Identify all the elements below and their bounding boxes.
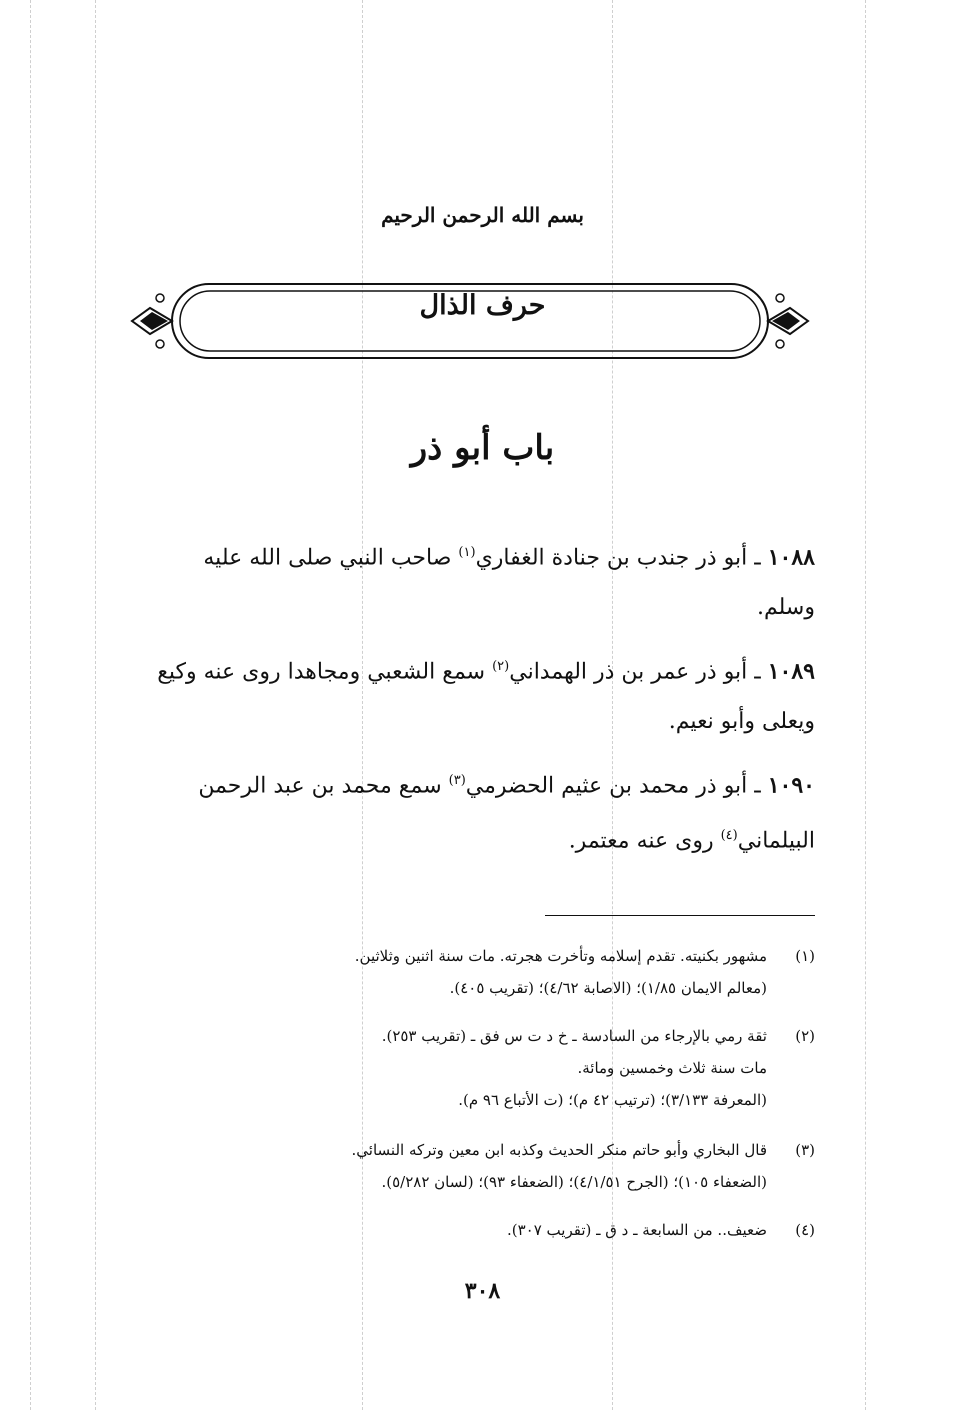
section-title: باب أبو ذر <box>410 428 555 468</box>
entry-1089 <box>125 642 815 747</box>
entry-number: ١٠٨٨ <box>767 544 815 571</box>
footnote-text: ثقة رمي بالإرجاء من السادسة ـ خ د ت س فق ـ (تقريب ٢٥٣). <box>381 1027 767 1045</box>
footnote-ref: (١) <box>458 545 476 560</box>
footnote-ref: (٢) <box>492 659 510 674</box>
footnote-text: مات سنة ثلاث وخمسين ومائة. <box>577 1059 767 1077</box>
footnote-text: قال البخاري وأبو حاتم منكر الحديث وكذبه ابن معين وتركه النسائي. <box>351 1141 767 1159</box>
entry-text: ـ أبو ذر جندب بن جنادة الغفاري <box>475 545 761 571</box>
basmala: بسم الله الرحمن الرحيم <box>381 203 584 227</box>
footnote-2 <box>155 1020 815 1116</box>
entry-number: ١٠٨٩ <box>767 658 815 685</box>
entry-text: صاحب النبي صلى الله عليه <box>203 545 459 571</box>
footnote-mark: (١) <box>795 947 815 965</box>
page-number: ٣٠٨ <box>464 1278 501 1304</box>
entry-text: ويعلى وأبو نعيم. <box>668 709 815 735</box>
entry-1090 <box>125 756 815 867</box>
footnote-ref: (٣) <box>448 773 466 788</box>
footnote-mark: (٣) <box>795 1141 815 1159</box>
footnote-mark: (٢) <box>795 1027 815 1045</box>
chapter-title: حرف الذال <box>419 290 546 321</box>
footnote-text: (المعرفة ٣/١٣٣)؛ (ترتيب ٤٢ م)؛ (ت الأتباع ٩٦ م). <box>458 1091 767 1109</box>
footnote-text: (معالم الايمان ١/٨٥)؛ (الاصابة ٤/٦٢)؛ (تقريب ٤٠٥). <box>449 979 767 997</box>
footnote-1 <box>155 940 815 1004</box>
footnote-text: ضعيف.. من السابعة ـ د ق ـ (تقريب ٣٠٧). <box>506 1221 767 1239</box>
footnote-text: (الضعفاء ١٠٥)؛ (الجرح ٤/١/٥١)؛ (الضعفاء ٩٣)؛ (لسان ٥/٢٨٢). <box>381 1173 767 1191</box>
entry-text: سمع محمد بن عبد الرحمن <box>198 773 449 799</box>
footnote-text: مشهور بكنيته. تقدم إسلامه وتأخرت هجرته. مات سنة اثنين وثلاثين. <box>354 947 767 965</box>
entry-text: ـ أبو ذر محمد بن عثيم الحضرمي <box>465 773 761 799</box>
entry-text: سمع الشعبي ومجاهدا روى عنه وكيع <box>157 659 493 685</box>
footnote-divider <box>545 915 815 916</box>
footnote-mark: (٤) <box>795 1221 815 1239</box>
footnote-4 <box>155 1214 815 1246</box>
entry-text: ـ أبو ذر عمر بن ذر الهمداني <box>509 659 761 685</box>
entry-1088 <box>125 528 815 633</box>
footnote-ref: (٤) <box>720 828 738 844</box>
entry-text: روى عنه معتمر. <box>568 828 721 854</box>
entry-text: البيلماني <box>737 828 815 854</box>
entry-number: ١٠٩٠ <box>767 772 815 799</box>
entry-text: وسلم. <box>757 595 815 621</box>
footnote-3 <box>155 1134 815 1198</box>
